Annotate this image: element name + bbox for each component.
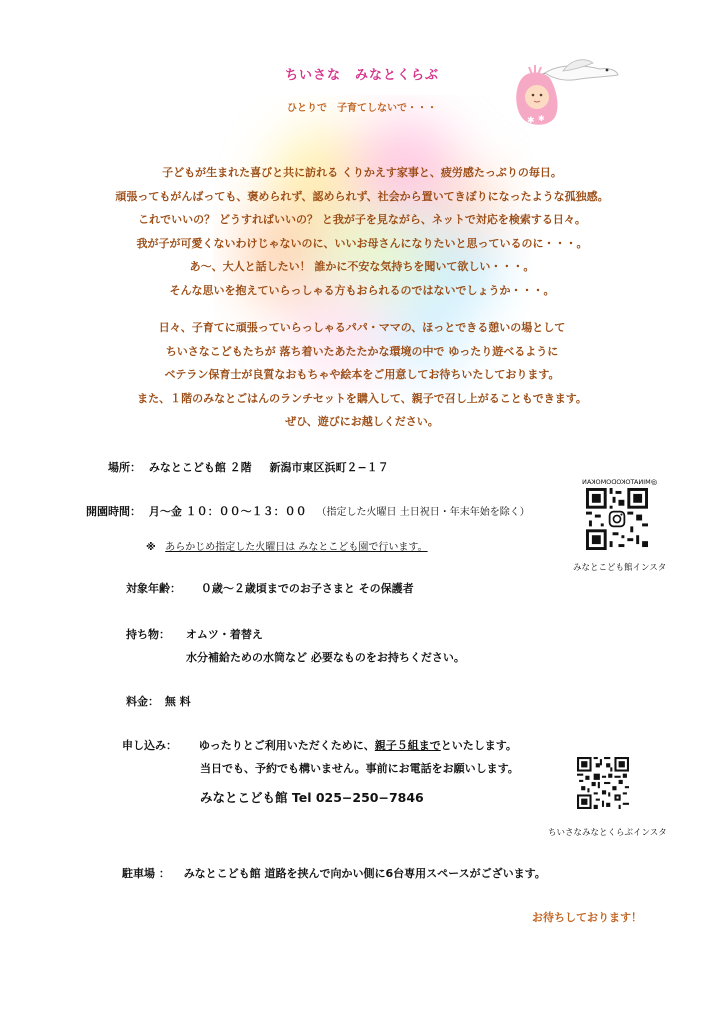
place-value: みなとこども館 ２階 — [148, 461, 252, 474]
note-mark: ※ — [146, 542, 156, 553]
place-label: 場所： — [108, 461, 141, 474]
intro-paragraph-2 — [0, 316, 724, 434]
intro-line: 頑張ってもがんばっても、褒められず、認められず、社会から置いてきぼりになったような孤独感。 — [115, 189, 609, 203]
age-row — [126, 580, 414, 596]
items-label: 持ち物： — [126, 628, 170, 641]
closing-message: お待ちしております！ — [532, 911, 642, 924]
tuesday-note-text: あらかじめ指定した火曜日は みなとこども園で行います。 — [165, 542, 428, 553]
svg-text:✱: ✱ — [538, 114, 545, 123]
apply-line-2: 当日でも、予約でも構いません。事前にお電話をお願いします。 — [200, 762, 519, 775]
apply-limit: 親子５組まで — [374, 739, 441, 752]
hours-note: （指定した火曜日 土日祝日・年末年始を除く） — [316, 507, 530, 518]
items-row — [126, 626, 263, 642]
fee-row — [126, 693, 191, 709]
parking-label: 駐車場 ： — [122, 867, 170, 880]
items-line-2: 水分補給ための水筒など 必要なものをお持ちください。 — [186, 651, 465, 664]
fee-value: 無 料 — [164, 695, 191, 708]
hours-label: 開園時間： — [86, 505, 141, 518]
tuesday-note — [146, 538, 428, 553]
instagram-qr-caption: みなとこども館インスタ — [573, 563, 667, 573]
phone-number[interactable]: みなとこども館 Tel 025−250−7846 — [200, 790, 424, 805]
fee-label: 料金： — [126, 695, 159, 708]
intro-line: ぜひ、遊びにお越しください。 — [285, 415, 439, 429]
intro-line: 我が子が可愛くないわけじゃないのに、いいお母さんになりたいと思っているのに・・・。 — [136, 236, 588, 250]
place-address: 新潟市東区浜町２−１７ — [269, 461, 389, 474]
instagram-handle: @MINATOKODOMOKAN — [582, 478, 658, 486]
stork-baby-illustration — [505, 55, 620, 135]
apply-text: といたします。 — [440, 739, 517, 752]
page-title: ちいさな みなとくらぶ — [284, 68, 439, 83]
apply-row — [122, 737, 517, 753]
place-row — [108, 459, 389, 475]
intro-line: そんな思いを抱えていらっしゃる方もおられるのではないでしょうか・・・。 — [169, 283, 555, 297]
intro-line: また、１階のみなとごはんのランチセットを購入して、親子で召し上がることもできます。 — [137, 391, 587, 405]
club-qr-caption: ちいさなみなとくらぶインスタ — [548, 828, 667, 838]
intro-paragraph-1 — [0, 161, 724, 303]
age-value: ０歳〜２歳頃までのお子さまと その保護者 — [200, 582, 414, 595]
hours-row — [86, 503, 530, 519]
age-label: 対象年齢： — [126, 582, 181, 595]
intro-line: ちいさなこどもたちが 落ち着いたあたたかな環境の中で ゆったり遊べるように — [165, 344, 559, 358]
svg-text:✱: ✱ — [527, 116, 535, 126]
parking-row — [122, 865, 546, 881]
items-line-1: オムツ・着替え — [185, 628, 263, 641]
intro-line: あ～、大人と話したい！ 誰かに不安な気持ちを聞いて欲しい・・・。 — [189, 260, 535, 274]
hours-value: 月〜金 １０：００〜１３：００ — [148, 505, 307, 518]
intro-line: これでいいの？ どうすればいいの？ と我が子を見ながら、ネットで対応を検索する日々。 — [138, 213, 586, 227]
page-subtitle: ひとりで 子育てしないで・・・ — [287, 103, 437, 114]
apply-label: 申し込み： — [122, 739, 177, 752]
intro-line: 日々、子育てに頑張っていらっしゃるパパ・ママの、ほっとできる憩いの場として — [158, 321, 566, 334]
instagram-qr-code[interactable] — [586, 488, 648, 550]
intro-line: 子どもが生まれた喜びと共に訪れる くりかえす家事と、疲労感たっぷりの毎日。 — [162, 166, 562, 179]
apply-text: ゆったりとご利用いただくために、 — [198, 739, 375, 752]
parking-value: みなとこども館 道路を挟んで向かい側に6台専用スペースがございます。 — [183, 867, 546, 880]
intro-line: ベテラン保育士が良質なおもちゃや絵本をご用意してお待ちいたしております。 — [164, 368, 560, 382]
apply-line-1 — [199, 739, 517, 752]
club-instagram-qr-code[interactable] — [577, 757, 629, 809]
